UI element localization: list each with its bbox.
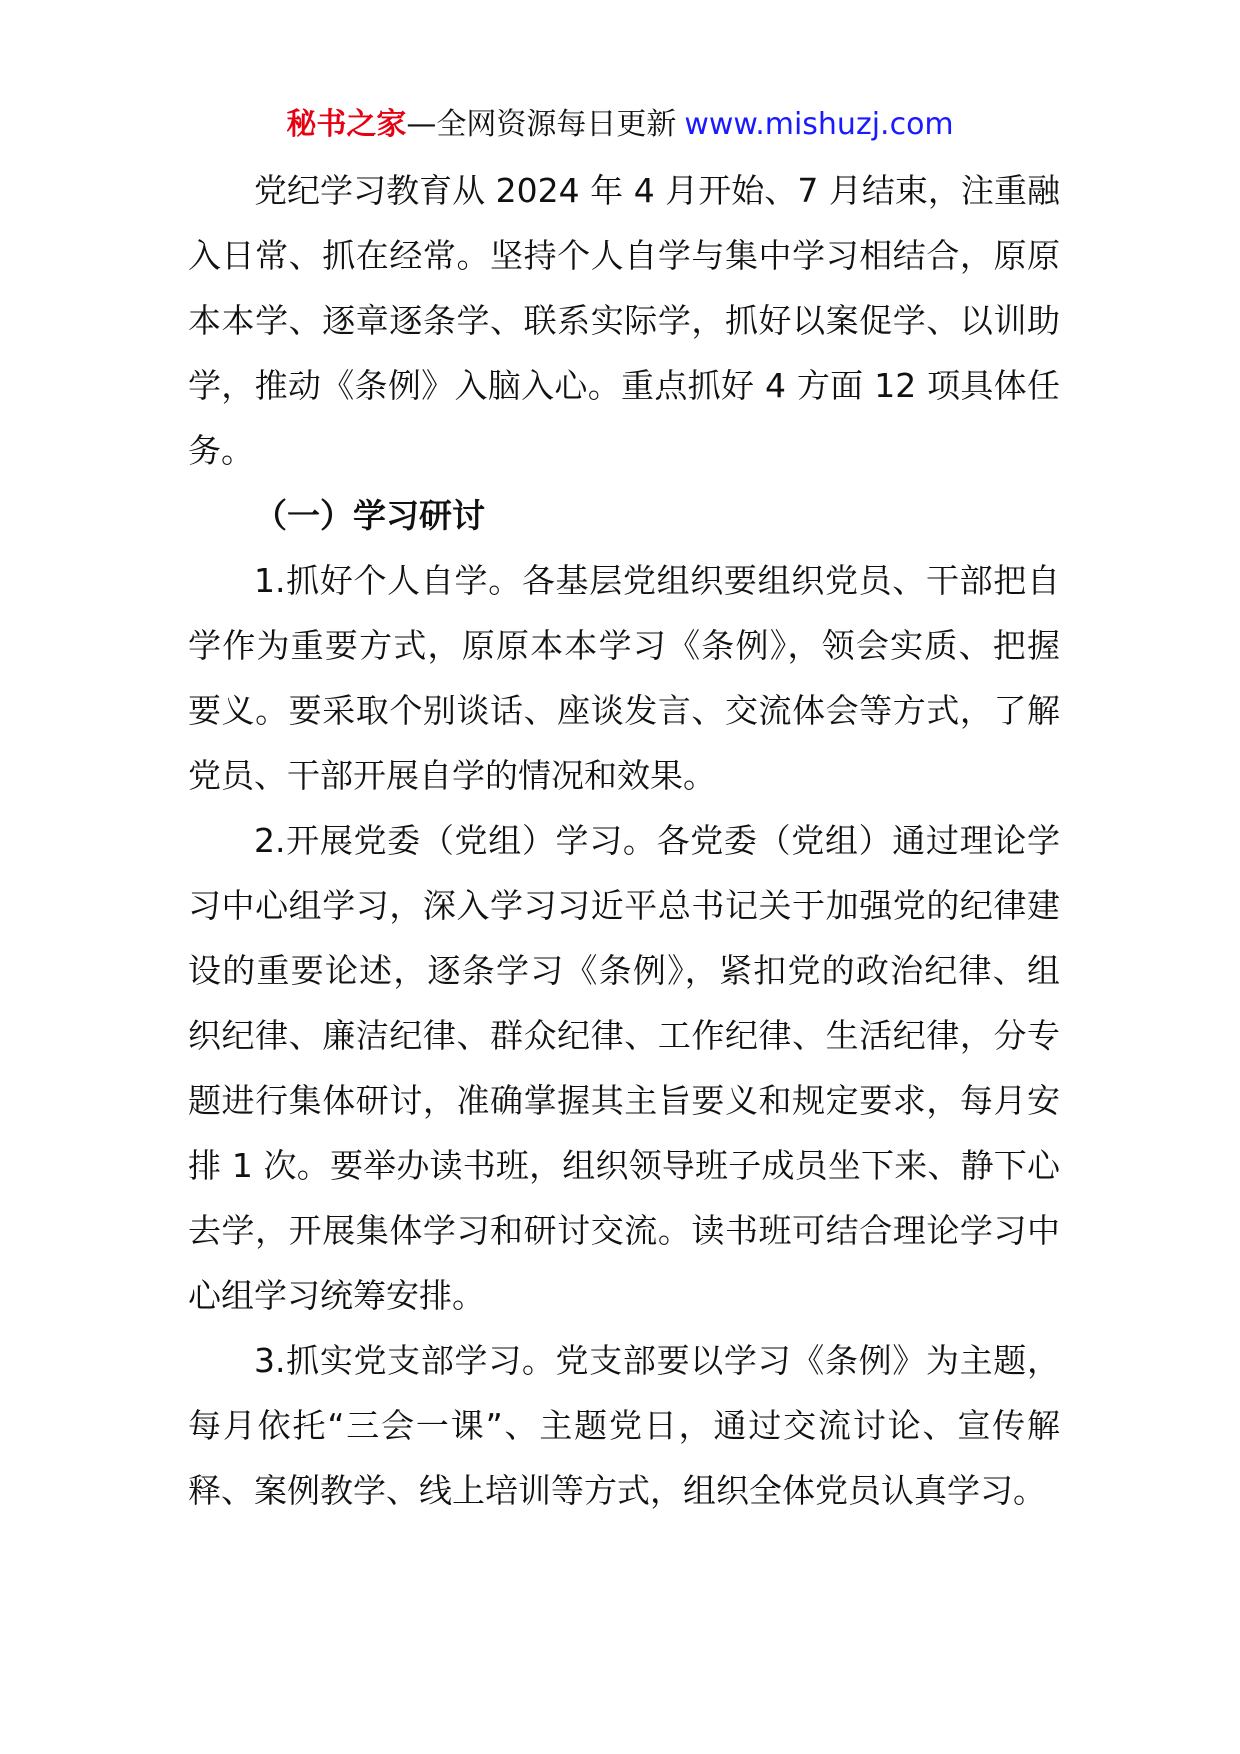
- task-item-2: 2.开展党委（党组）学习。各党委（党组）通过理论学习中心组学习，深入学习习近平总书记关于加强党的纪律建设的重要论述，逐条学习《条例》，紧扣党的政治纪律、组织纪律、廉洁纪律、群众纪律、工作纪律、生活纪律，分专题进行集体研讨，准确掌握其主旨要义和规定要求，每月安排 1 次。要举办读书班，组织领导班子成员坐下来、静下心去学，开展集体学习和研讨交流。读书班可结合理论学习中心组学习统筹安排。: [188, 821, 1060, 1315]
- task-item-3: 3.抓实党支部学习。党支部要以学习《条例》为主题，每月依托“三会一课”、主题党日，通过交流讨论、宣传解释、案例教学、线上培训等方式，组织全体党员认真学习。: [188, 1341, 1060, 1510]
- section-heading: （一）学习研讨: [254, 496, 485, 535]
- header-tagline: —全网资源每日更新: [406, 107, 677, 142]
- document-body: [188, 158, 1060, 1523]
- brand-name: 秘书之家: [286, 107, 407, 142]
- website-link[interactable]: www.mishuzj.com: [684, 107, 954, 142]
- task-item-1: 1.抓好个人自学。各基层党组织要组织党员、干部把自学作为重要方式，原原本本学习《条例》，领会实质、把握要义。要采取个别谈话、座谈发言、交流体会等方式，了解党员、干部开展自学的情况和效果。: [188, 561, 1060, 795]
- intro-paragraph: 党纪学习教育从 2024 年 4 月开始、7 月结束，注重融入日常、抓在经常。坚持个人自学与集中学习相结合，原原本本学、逐章逐条学、联系实际学，抓好以案促学、以训助学，推动《条例》入脑入心。重点抓好 4 方面 12 项具体任务。: [188, 171, 1060, 470]
- page-header: [0, 100, 1240, 150]
